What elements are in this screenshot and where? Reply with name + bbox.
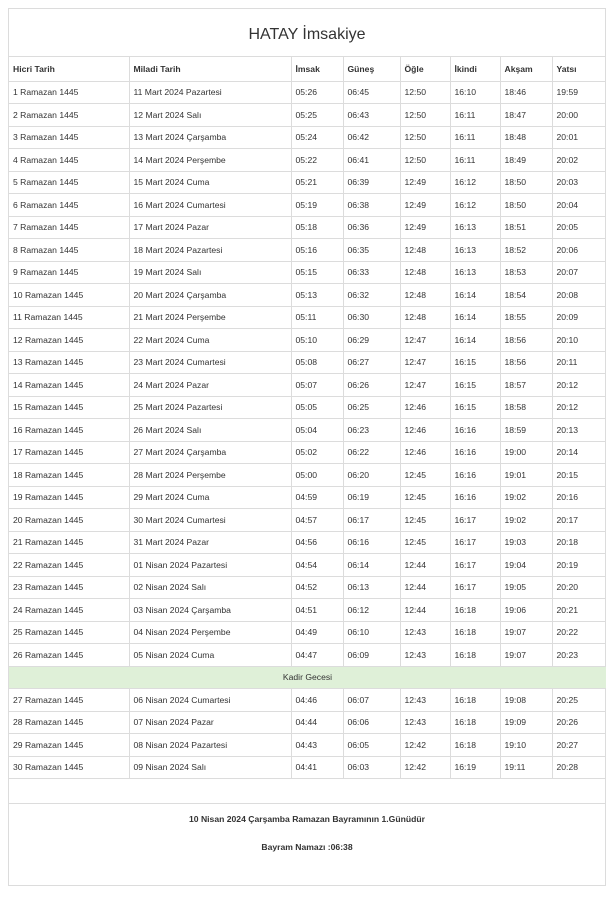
yatsi-time-cell: 20:13 xyxy=(552,419,606,442)
gunes-time-cell: 06:14 xyxy=(343,554,400,577)
ikindi-time-cell: 16:14 xyxy=(450,284,500,307)
aksam-time-cell: 19:11 xyxy=(500,756,552,779)
ikindi-time-cell: 16:13 xyxy=(450,216,500,239)
yatsi-time-cell: 20:27 xyxy=(552,734,606,757)
aksam-time-cell: 18:47 xyxy=(500,104,552,127)
table-row xyxy=(9,734,606,757)
ikindi-time-cell: 16:13 xyxy=(450,261,500,284)
hicri-date-cell: 26 Ramazan 1445 xyxy=(9,644,129,667)
miladi-date-cell: 12 Mart 2024 Salı xyxy=(129,104,291,127)
gunes-time-cell: 06:35 xyxy=(343,239,400,262)
aksam-time-cell: 19:10 xyxy=(500,734,552,757)
table-row xyxy=(9,306,606,329)
hicri-date-cell: 13 Ramazan 1445 xyxy=(9,351,129,374)
miladi-date-cell: 21 Mart 2024 Perşembe xyxy=(129,306,291,329)
imsak-time-cell: 05:04 xyxy=(291,419,343,442)
hicri-date-cell: 5 Ramazan 1445 xyxy=(9,171,129,194)
aksam-time-cell: 19:05 xyxy=(500,576,552,599)
ikindi-time-cell: 16:14 xyxy=(450,329,500,352)
miladi-date-cell: 04 Nisan 2024 Perşembe xyxy=(129,621,291,644)
imsak-time-cell: 05:18 xyxy=(291,216,343,239)
yatsi-time-cell: 20:07 xyxy=(552,261,606,284)
column-header-aksam: Akşam xyxy=(500,57,552,81)
aksam-time-cell: 19:07 xyxy=(500,644,552,667)
miladi-date-cell: 20 Mart 2024 Çarşamba xyxy=(129,284,291,307)
yatsi-time-cell: 20:10 xyxy=(552,329,606,352)
imsak-time-cell: 04:56 xyxy=(291,531,343,554)
imsak-time-cell: 05:07 xyxy=(291,374,343,397)
ikindi-time-cell: 16:16 xyxy=(450,419,500,442)
aksam-time-cell: 18:59 xyxy=(500,419,552,442)
hicri-date-cell: 27 Ramazan 1445 xyxy=(9,689,129,712)
ogle-time-cell: 12:48 xyxy=(400,239,450,262)
aksam-time-cell: 19:09 xyxy=(500,711,552,734)
yatsi-time-cell: 20:20 xyxy=(552,576,606,599)
ikindi-time-cell: 16:15 xyxy=(450,396,500,419)
bayram-info: 10 Nisan 2024 Çarşamba Ramazan Bayramının 1.Günüdür xyxy=(189,814,425,824)
ikindi-time-cell: 16:18 xyxy=(450,599,500,622)
hicri-date-cell: 21 Ramazan 1445 xyxy=(9,531,129,554)
imsak-time-cell: 04:51 xyxy=(291,599,343,622)
miladi-date-cell: 05 Nisan 2024 Cuma xyxy=(129,644,291,667)
table-row xyxy=(9,396,606,419)
imsak-time-cell: 04:43 xyxy=(291,734,343,757)
ikindi-time-cell: 16:17 xyxy=(450,531,500,554)
ikindi-time-cell: 16:17 xyxy=(450,554,500,577)
table-row xyxy=(9,284,606,307)
imsak-time-cell: 05:26 xyxy=(291,81,343,104)
aksam-time-cell: 18:51 xyxy=(500,216,552,239)
imsak-time-cell: 05:16 xyxy=(291,239,343,262)
hicri-date-cell: 3 Ramazan 1445 xyxy=(9,126,129,149)
ogle-time-cell: 12:49 xyxy=(400,194,450,217)
gunes-time-cell: 06:06 xyxy=(343,711,400,734)
hicri-date-cell: 12 Ramazan 1445 xyxy=(9,329,129,352)
table-row xyxy=(9,689,606,712)
ikindi-time-cell: 16:17 xyxy=(450,576,500,599)
yatsi-time-cell: 20:17 xyxy=(552,509,606,532)
gunes-time-cell: 06:23 xyxy=(343,419,400,442)
aksam-time-cell: 18:52 xyxy=(500,239,552,262)
ikindi-time-cell: 16:11 xyxy=(450,149,500,172)
aksam-time-cell: 19:02 xyxy=(500,509,552,532)
yatsi-time-cell: 19:59 xyxy=(552,81,606,104)
footer xyxy=(9,804,605,852)
ogle-time-cell: 12:50 xyxy=(400,81,450,104)
table-row xyxy=(9,644,606,667)
ogle-time-cell: 12:48 xyxy=(400,261,450,284)
yatsi-time-cell: 20:18 xyxy=(552,531,606,554)
ogle-time-cell: 12:42 xyxy=(400,756,450,779)
yatsi-time-cell: 20:08 xyxy=(552,284,606,307)
gunes-time-cell: 06:41 xyxy=(343,149,400,172)
ikindi-time-cell: 16:18 xyxy=(450,644,500,667)
ogle-time-cell: 12:47 xyxy=(400,351,450,374)
aksam-time-cell: 18:50 xyxy=(500,171,552,194)
hicri-date-cell: 1 Ramazan 1445 xyxy=(9,81,129,104)
miladi-date-cell: 22 Mart 2024 Cuma xyxy=(129,329,291,352)
gunes-time-cell: 06:42 xyxy=(343,126,400,149)
ikindi-time-cell: 16:16 xyxy=(450,441,500,464)
yatsi-time-cell: 20:00 xyxy=(552,104,606,127)
miladi-date-cell: 11 Mart 2024 Pazartesi xyxy=(129,81,291,104)
imsak-time-cell: 04:47 xyxy=(291,644,343,667)
imsak-time-cell: 05:15 xyxy=(291,261,343,284)
ogle-time-cell: 12:42 xyxy=(400,734,450,757)
miladi-date-cell: 15 Mart 2024 Cuma xyxy=(129,171,291,194)
table-row xyxy=(9,576,606,599)
table-row xyxy=(9,711,606,734)
miladi-date-cell: 27 Mart 2024 Çarşamba xyxy=(129,441,291,464)
miladi-date-cell: 01 Nisan 2024 Pazartesi xyxy=(129,554,291,577)
gunes-time-cell: 06:30 xyxy=(343,306,400,329)
ogle-time-cell: 12:48 xyxy=(400,306,450,329)
yatsi-time-cell: 20:06 xyxy=(552,239,606,262)
miladi-date-cell: 09 Nisan 2024 Salı xyxy=(129,756,291,779)
hicri-date-cell: 25 Ramazan 1445 xyxy=(9,621,129,644)
table-row xyxy=(9,531,606,554)
ogle-time-cell: 12:44 xyxy=(400,576,450,599)
yatsi-time-cell: 20:16 xyxy=(552,486,606,509)
ogle-time-cell: 12:45 xyxy=(400,509,450,532)
ogle-time-cell: 12:45 xyxy=(400,486,450,509)
ogle-time-cell: 12:43 xyxy=(400,689,450,712)
ogle-time-cell: 12:46 xyxy=(400,419,450,442)
miladi-date-cell: 07 Nisan 2024 Pazar xyxy=(129,711,291,734)
miladi-date-cell: 23 Mart 2024 Cumartesi xyxy=(129,351,291,374)
aksam-time-cell: 18:58 xyxy=(500,396,552,419)
ikindi-time-cell: 16:18 xyxy=(450,711,500,734)
kadir-gecesi-label: Kadir Gecesi xyxy=(9,666,606,689)
kadir-gecesi-row xyxy=(9,666,606,689)
table-row xyxy=(9,756,606,779)
imsak-time-cell: 05:19 xyxy=(291,194,343,217)
imsak-time-cell: 05:21 xyxy=(291,171,343,194)
hicri-date-cell: 2 Ramazan 1445 xyxy=(9,104,129,127)
imsak-time-cell: 04:46 xyxy=(291,689,343,712)
table-row xyxy=(9,509,606,532)
miladi-date-cell: 03 Nisan 2024 Çarşamba xyxy=(129,599,291,622)
ikindi-time-cell: 16:12 xyxy=(450,194,500,217)
gunes-time-cell: 06:05 xyxy=(343,734,400,757)
miladi-date-cell: 29 Mart 2024 Cuma xyxy=(129,486,291,509)
hicri-date-cell: 16 Ramazan 1445 xyxy=(9,419,129,442)
ikindi-time-cell: 16:18 xyxy=(450,734,500,757)
hicri-date-cell: 30 Ramazan 1445 xyxy=(9,756,129,779)
table-row xyxy=(9,464,606,487)
miladi-date-cell: 18 Mart 2024 Pazartesi xyxy=(129,239,291,262)
imsak-time-cell: 04:54 xyxy=(291,554,343,577)
column-header-yatsi: Yatsı xyxy=(552,57,606,81)
gunes-time-cell: 06:32 xyxy=(343,284,400,307)
ikindi-time-cell: 16:12 xyxy=(450,171,500,194)
table-row xyxy=(9,621,606,644)
gunes-time-cell: 06:22 xyxy=(343,441,400,464)
ikindi-time-cell: 16:16 xyxy=(450,464,500,487)
ikindi-time-cell: 16:17 xyxy=(450,509,500,532)
hicri-date-cell: 4 Ramazan 1445 xyxy=(9,149,129,172)
ikindi-time-cell: 16:15 xyxy=(450,374,500,397)
imsak-time-cell: 04:57 xyxy=(291,509,343,532)
gunes-time-cell: 06:45 xyxy=(343,81,400,104)
yatsi-time-cell: 20:05 xyxy=(552,216,606,239)
miladi-date-cell: 17 Mart 2024 Pazar xyxy=(129,216,291,239)
table-row xyxy=(9,554,606,577)
yatsi-time-cell: 20:21 xyxy=(552,599,606,622)
miladi-date-cell: 30 Mart 2024 Cumartesi xyxy=(129,509,291,532)
miladi-date-cell: 08 Nisan 2024 Pazartesi xyxy=(129,734,291,757)
hicri-date-cell: 17 Ramazan 1445 xyxy=(9,441,129,464)
aksam-time-cell: 19:01 xyxy=(500,464,552,487)
ikindi-time-cell: 16:18 xyxy=(450,689,500,712)
aksam-time-cell: 19:03 xyxy=(500,531,552,554)
yatsi-time-cell: 20:03 xyxy=(552,171,606,194)
miladi-date-cell: 19 Mart 2024 Salı xyxy=(129,261,291,284)
imsak-time-cell: 05:24 xyxy=(291,126,343,149)
imsak-time-cell: 05:13 xyxy=(291,284,343,307)
imsak-time-cell: 04:44 xyxy=(291,711,343,734)
hicri-date-cell: 14 Ramazan 1445 xyxy=(9,374,129,397)
ikindi-time-cell: 16:16 xyxy=(450,486,500,509)
table-row xyxy=(9,149,606,172)
gunes-time-cell: 06:39 xyxy=(343,171,400,194)
miladi-date-cell: 24 Mart 2024 Pazar xyxy=(129,374,291,397)
hicri-date-cell: 8 Ramazan 1445 xyxy=(9,239,129,262)
miladi-date-cell: 14 Mart 2024 Perşembe xyxy=(129,149,291,172)
gunes-time-cell: 06:20 xyxy=(343,464,400,487)
imsak-time-cell: 05:00 xyxy=(291,464,343,487)
aksam-time-cell: 18:56 xyxy=(500,351,552,374)
yatsi-time-cell: 20:02 xyxy=(552,149,606,172)
ikindi-time-cell: 16:10 xyxy=(450,81,500,104)
ogle-time-cell: 12:44 xyxy=(400,554,450,577)
miladi-date-cell: 28 Mart 2024 Perşembe xyxy=(129,464,291,487)
ogle-time-cell: 12:46 xyxy=(400,396,450,419)
imsak-time-cell: 04:59 xyxy=(291,486,343,509)
miladi-date-cell: 26 Mart 2024 Salı xyxy=(129,419,291,442)
imsakiye-panel xyxy=(8,8,606,886)
miladi-date-cell: 16 Mart 2024 Cumartesi xyxy=(129,194,291,217)
aksam-time-cell: 18:49 xyxy=(500,149,552,172)
table-row xyxy=(9,194,606,217)
yatsi-time-cell: 20:11 xyxy=(552,351,606,374)
ogle-time-cell: 12:45 xyxy=(400,464,450,487)
footer-spacer xyxy=(9,779,605,804)
table-row xyxy=(9,441,606,464)
hicri-date-cell: 19 Ramazan 1445 xyxy=(9,486,129,509)
yatsi-time-cell: 20:12 xyxy=(552,374,606,397)
gunes-time-cell: 06:10 xyxy=(343,621,400,644)
gunes-time-cell: 06:26 xyxy=(343,374,400,397)
hicri-date-cell: 10 Ramazan 1445 xyxy=(9,284,129,307)
ogle-time-cell: 12:43 xyxy=(400,621,450,644)
imsak-time-cell: 05:11 xyxy=(291,306,343,329)
ogle-time-cell: 12:49 xyxy=(400,171,450,194)
gunes-time-cell: 06:29 xyxy=(343,329,400,352)
table-row xyxy=(9,126,606,149)
yatsi-time-cell: 20:01 xyxy=(552,126,606,149)
miladi-date-cell: 06 Nisan 2024 Cumartesi xyxy=(129,689,291,712)
aksam-time-cell: 19:06 xyxy=(500,599,552,622)
gunes-time-cell: 06:09 xyxy=(343,644,400,667)
gunes-time-cell: 06:07 xyxy=(343,689,400,712)
ogle-time-cell: 12:50 xyxy=(400,149,450,172)
ogle-time-cell: 12:46 xyxy=(400,441,450,464)
yatsi-time-cell: 20:15 xyxy=(552,464,606,487)
yatsi-time-cell: 20:19 xyxy=(552,554,606,577)
column-header-ogle: Öğle xyxy=(400,57,450,81)
ogle-time-cell: 12:43 xyxy=(400,711,450,734)
ogle-time-cell: 12:50 xyxy=(400,104,450,127)
ikindi-time-cell: 16:11 xyxy=(450,104,500,127)
bayram-namazi-time: Bayram Namazı :06:38 xyxy=(261,842,353,852)
ogle-time-cell: 12:49 xyxy=(400,216,450,239)
aksam-time-cell: 18:46 xyxy=(500,81,552,104)
yatsi-time-cell: 20:12 xyxy=(552,396,606,419)
aksam-time-cell: 18:53 xyxy=(500,261,552,284)
table-row xyxy=(9,599,606,622)
yatsi-time-cell: 20:04 xyxy=(552,194,606,217)
aksam-time-cell: 19:04 xyxy=(500,554,552,577)
aksam-time-cell: 19:08 xyxy=(500,689,552,712)
ogle-time-cell: 12:44 xyxy=(400,599,450,622)
aksam-time-cell: 18:48 xyxy=(500,126,552,149)
table-header-row xyxy=(9,57,606,81)
imsak-time-cell: 05:10 xyxy=(291,329,343,352)
column-header-gunes: Güneş xyxy=(343,57,400,81)
hicri-date-cell: 20 Ramazan 1445 xyxy=(9,509,129,532)
gunes-time-cell: 06:36 xyxy=(343,216,400,239)
miladi-date-cell: 25 Mart 2024 Pazartesi xyxy=(129,396,291,419)
imsak-time-cell: 04:41 xyxy=(291,756,343,779)
ikindi-time-cell: 16:11 xyxy=(450,126,500,149)
imsak-time-cell: 04:52 xyxy=(291,576,343,599)
aksam-time-cell: 18:54 xyxy=(500,284,552,307)
gunes-time-cell: 06:33 xyxy=(343,261,400,284)
hicri-date-cell: 9 Ramazan 1445 xyxy=(9,261,129,284)
table-row xyxy=(9,81,606,104)
gunes-time-cell: 06:43 xyxy=(343,104,400,127)
yatsi-time-cell: 20:14 xyxy=(552,441,606,464)
column-header-imsak: İmsak xyxy=(291,57,343,81)
aksam-time-cell: 18:56 xyxy=(500,329,552,352)
hicri-date-cell: 15 Ramazan 1445 xyxy=(9,396,129,419)
ikindi-time-cell: 16:13 xyxy=(450,239,500,262)
hicri-date-cell: 22 Ramazan 1445 xyxy=(9,554,129,577)
table-row xyxy=(9,374,606,397)
table-row xyxy=(9,104,606,127)
yatsi-time-cell: 20:22 xyxy=(552,621,606,644)
yatsi-time-cell: 20:25 xyxy=(552,689,606,712)
hicri-date-cell: 28 Ramazan 1445 xyxy=(9,711,129,734)
miladi-date-cell: 02 Nisan 2024 Salı xyxy=(129,576,291,599)
table-row xyxy=(9,486,606,509)
gunes-time-cell: 06:16 xyxy=(343,531,400,554)
aksam-time-cell: 18:57 xyxy=(500,374,552,397)
hicri-date-cell: 18 Ramazan 1445 xyxy=(9,464,129,487)
hicri-date-cell: 24 Ramazan 1445 xyxy=(9,599,129,622)
aksam-time-cell: 19:00 xyxy=(500,441,552,464)
gunes-time-cell: 06:03 xyxy=(343,756,400,779)
miladi-date-cell: 13 Mart 2024 Çarşamba xyxy=(129,126,291,149)
ogle-time-cell: 12:48 xyxy=(400,284,450,307)
ikindi-time-cell: 16:19 xyxy=(450,756,500,779)
imsak-time-cell: 05:25 xyxy=(291,104,343,127)
table-row xyxy=(9,419,606,442)
column-header-miladi: Miladi Tarih xyxy=(129,57,291,81)
aksam-time-cell: 18:50 xyxy=(500,194,552,217)
ogle-time-cell: 12:43 xyxy=(400,644,450,667)
gunes-time-cell: 06:38 xyxy=(343,194,400,217)
gunes-time-cell: 06:19 xyxy=(343,486,400,509)
table-body xyxy=(9,81,606,779)
imsak-time-cell: 05:05 xyxy=(291,396,343,419)
table-row xyxy=(9,171,606,194)
table-row xyxy=(9,351,606,374)
yatsi-time-cell: 20:23 xyxy=(552,644,606,667)
table-row xyxy=(9,239,606,262)
aksam-time-cell: 19:02 xyxy=(500,486,552,509)
gunes-time-cell: 06:25 xyxy=(343,396,400,419)
ogle-time-cell: 12:50 xyxy=(400,126,450,149)
ogle-time-cell: 12:47 xyxy=(400,329,450,352)
hicri-date-cell: 29 Ramazan 1445 xyxy=(9,734,129,757)
yatsi-time-cell: 20:26 xyxy=(552,711,606,734)
gunes-time-cell: 06:12 xyxy=(343,599,400,622)
aksam-time-cell: 19:07 xyxy=(500,621,552,644)
gunes-time-cell: 06:17 xyxy=(343,509,400,532)
table-row xyxy=(9,261,606,284)
miladi-date-cell: 31 Mart 2024 Pazar xyxy=(129,531,291,554)
imsak-time-cell: 05:22 xyxy=(291,149,343,172)
page-title: HATAY İmsakiye xyxy=(9,9,605,57)
yatsi-time-cell: 20:28 xyxy=(552,756,606,779)
hicri-date-cell: 11 Ramazan 1445 xyxy=(9,306,129,329)
hicri-date-cell: 6 Ramazan 1445 xyxy=(9,194,129,217)
hicri-date-cell: 7 Ramazan 1445 xyxy=(9,216,129,239)
ikindi-time-cell: 16:15 xyxy=(450,351,500,374)
gunes-time-cell: 06:13 xyxy=(343,576,400,599)
hicri-date-cell: 23 Ramazan 1445 xyxy=(9,576,129,599)
yatsi-time-cell: 20:09 xyxy=(552,306,606,329)
ogle-time-cell: 12:47 xyxy=(400,374,450,397)
column-header-hicri: Hicri Tarih xyxy=(9,57,129,81)
imsakiye-table xyxy=(9,57,606,779)
table-row xyxy=(9,216,606,239)
imsak-time-cell: 05:08 xyxy=(291,351,343,374)
imsak-time-cell: 04:49 xyxy=(291,621,343,644)
imsak-time-cell: 05:02 xyxy=(291,441,343,464)
column-header-ikindi: İkindi xyxy=(450,57,500,81)
ikindi-time-cell: 16:14 xyxy=(450,306,500,329)
table-row xyxy=(9,329,606,352)
ikindi-time-cell: 16:18 xyxy=(450,621,500,644)
aksam-time-cell: 18:55 xyxy=(500,306,552,329)
gunes-time-cell: 06:27 xyxy=(343,351,400,374)
ogle-time-cell: 12:45 xyxy=(400,531,450,554)
